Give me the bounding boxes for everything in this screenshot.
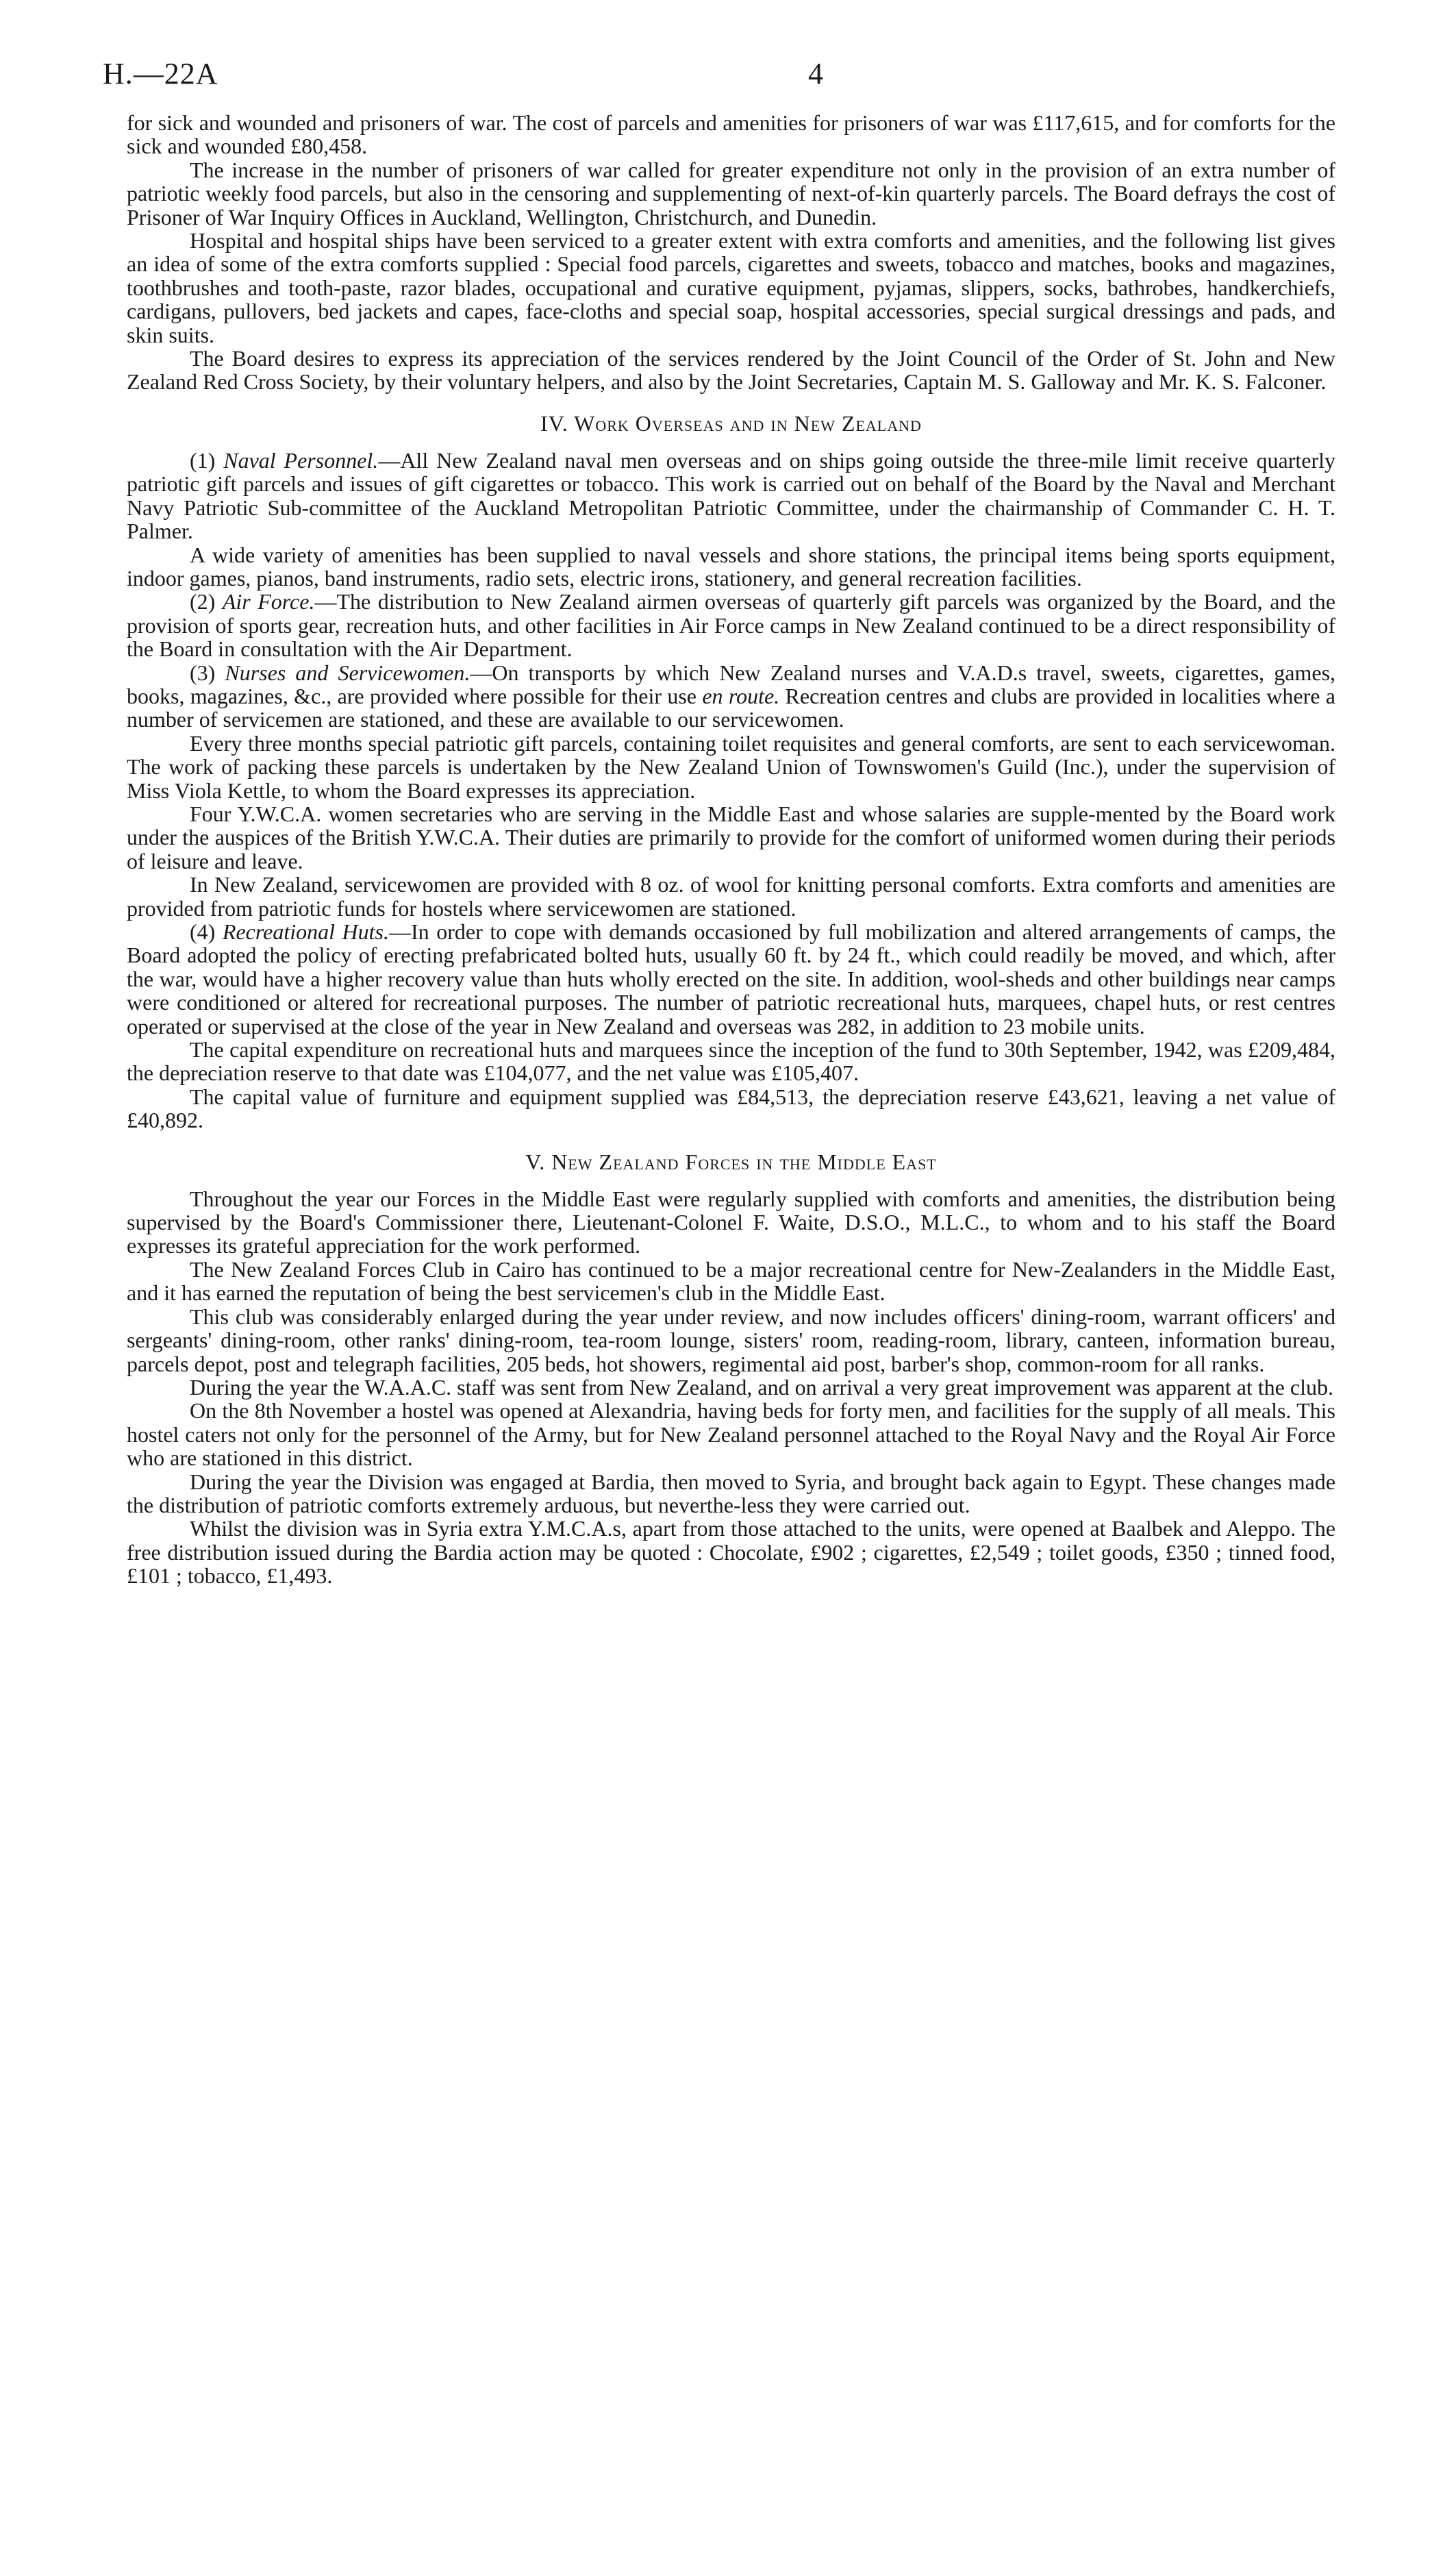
item-title-italic: Air Force.	[222, 589, 315, 614]
paragraph-hospital-ships: Hospital and hospital ships have been serviced to a greater extent with extra comforts and amenities, and the following list gives an idea of some of the extra comforts supplied : Special food parcels, cigarettes and sweets, tobacco and matches, books and magazines, toothbrushes and tooth-paste, razor blades, occupational and curative equipment, pyjamas, slippers, socks, bathrobes, handkerchiefs, cardigans, pullovers, bed jackets and capes, face-cloths and special soap, hospital accessories, special surgical dressings and pads, and skin suits.	[127, 228, 1335, 347]
paragraph-alexandria-hostel: On the 8th November a hostel was opened at Alexandria, having beds for forty men, and facilities for the supply of all meals. This hostel caters not only for the personnel of the Army, but for New Zealand personnel attached to the Royal Navy and the Royal Air Force who are stationed in this district.	[127, 1398, 1335, 1471]
paragraph-waac-staff: During the year the W.A.A.C. staff was sent from New Zealand, and on arrival a very great improvement was apparent at the club.	[190, 1374, 1333, 1400]
paragraph-prisoners-cost: for sick and wounded and prisoners of war. The cost of parcels and amenities for prisoners of war was £117,615, and for comforts for the sick and wounded £80,458.	[127, 110, 1335, 159]
paragraph-capital-expenditure: The capital expenditure on recreational huts and marquees since the inception of the fund to 30th September, 1942, was £209,484, the depreciation reserve to that date was £104,077, and the net value was £105,407.	[127, 1037, 1335, 1086]
document-body	[127, 111, 1335, 1588]
item-text: —All New Zealand naval men overseas and on ships going outside the three-mile limit receive quarterly patriotic gift parcels and issues of gift cigarettes or tobacco. This work is carried out on behalf of the Board by the Naval and Merchant Navy Patriotic Sub-committee of the Auckland Metropolitan Patriotic Committee, under the chairmanship of Commander C. H. T. Palmer.	[127, 447, 1336, 544]
paragraph-prisoners-increase: The increase in the number of prisoners of war called for greater expenditure not only in the provision of an extra number of patriotic weekly food parcels, but also in the censoring and supplementing of next-of-kin quarterly parcels. The Board defrays the cost of Prisoner of War Inquiry Offices in Auckland, Wellington, Christchurch, and Dunedin.	[127, 157, 1335, 229]
item-title-italic: Nurses and Servicewomen.	[225, 660, 470, 685]
paragraph-gift-parcels: Every three months special patriotic gift parcels, containing toilet requisites and general comforts, are sent to each servicewoman. The work of packing these parcels is undertaken by the New Zealand Union of Townswomen's Guild (Inc.), under the supervision of Miss Viola Kettle, to whom the Board expresses its appreciation.	[127, 730, 1335, 803]
item-text: —In order to cope with demands occasioned by full mobilization and altered arrangements of camps, the Board adopted the policy of erecting prefabricated bolted huts, usually 60 ft. by 24 ft., which could readily be moved, and which, after the war, would have a higher recovery value than huts wholly erected on the site. In addition, wool-sheds and other buildings near camps were conditioned or altered for recreational purposes. The number of patriotic recreational huts, marquees, chapel huts, or rest centres operated or supervised at the close of the year in New Zealand and overseas was 282, in addition to 23 mobile units.	[127, 919, 1336, 1039]
paragraph-appreciation: The Board desires to express its appreciation of the services rendered by the Joint Council of the Order of St. John and New Zealand Red Cross Society, by their voluntary helpers, and also by the Joint Secretaries, Captain M. S. Galloway and Mr. K. S. Falconer.	[127, 346, 1335, 395]
paragraph-ywca: Four Y.W.C.A. women secretaries who are serving in the Middle East and whose salaries are supple-mented by the Board work under the auspices of the British Y.W.C.A. Their duties are primarily to provide for the comfort of uniformed women during their periods of leisure and leave.	[127, 801, 1335, 873]
paragraph-forces-club: The New Zealand Forces Club in Cairo has continued to be a major recreational centre for New-Zealanders in the Middle East, and it has earned the reputation of being the best servicemen's club in the Middle East.	[127, 1256, 1335, 1306]
paragraph-syria-distribution: Whilst the division was in Syria extra Y.M.C.A.s, apart from those attached to the units, were opened at Baalbek and Aleppo. The free distribution issued during the Bardia action may be quoted : Chocolate, £902 ; cigarettes, £2,549 ; toilet goods, £350 ; tinned food, £101 ; tobacco, £1,493.	[127, 1516, 1335, 1589]
paragraph-wool: In New Zealand, servicewomen are provided with 8 oz. of wool for knitting personal comforts. Extra comforts and amenities are provided from patriotic funds for hostels where servicewomen are stationed.	[127, 872, 1335, 921]
paragraph-air-force	[127, 590, 1335, 660]
document-reference: H.—22A	[103, 57, 218, 90]
page-number: 4	[808, 57, 823, 90]
italic-phrase: en route.	[702, 683, 780, 708]
item-label: (1)	[190, 447, 224, 473]
section-heading-v	[127, 1150, 1335, 1173]
item-label: (3)	[190, 660, 225, 685]
section-heading-v-text: V. New Zealand Forces in the Middle East	[525, 1149, 937, 1174]
item-title-italic: Naval Personnel.	[223, 447, 379, 473]
paragraph-division-movements: During the year the Division was engaged at Bardia, then moved to Syria, and brought back again to Egypt. These changes made the distribution of patriotic comforts extremely arduous, but neverthe-less they were carried out.	[127, 1469, 1335, 1517]
page-header	[103, 56, 1329, 97]
item-text: —On transports by which New Zealand nurses and V.A.D.s travel, sweets, cigarettes, games, books, magazines, &c., are provided where possible for their use	[127, 660, 1336, 708]
item-text-continued: Recreation centres and clubs are provided in localities where a number of servicemen are stationed, and these are available to our servicewomen.	[127, 683, 1336, 732]
item-label: (2)	[190, 589, 223, 614]
paragraph-nurses-servicewomen	[127, 661, 1335, 732]
paragraph-middle-east-supply: Throughout the year our Forces in the Middle East were regularly supplied with comforts and amenities, the distribution being supervised by the Board's Commissioner there, Lieutenant-Colonel F. Waite, D.S.O., M.L.C., to whom and to his staff the Board expresses its grateful appreciation for the work performed.	[127, 1186, 1335, 1258]
paragraph-capital-value: The capital value of furniture and equipment supplied was £84,513, the depreciation reserve £43,621, leaving a net value of £40,892.	[127, 1084, 1335, 1133]
item-text: —The distribution to New Zealand airmen overseas of quarterly gift parcels was organized by the Board, and the provision of sports gear, recreation huts, and other facilities in Air Force camps in New Zealand continued to be a direct responsibility of the Board in consultation with the Air Department.	[127, 589, 1336, 662]
paragraph-naval-amenities: A wide variety of amenities has been supplied to naval vessels and shore stations, the principal items being sports equipment, indoor games, pianos, band instruments, radio sets, electric irons, stationery, and general recreation facilities.	[127, 542, 1335, 591]
item-label: (4)	[190, 919, 223, 944]
section-heading-iv-text: IV. Work Overseas and in New Zealand	[540, 410, 922, 436]
paragraph-club-enlarged: This club was considerably enlarged during the year under review, and now includes officers' dining-room, warrant officers' and sergeants' dining-room, other ranks' dining-room, tea-room lounge, sisters' room, reading-room, library, canteen, information bureau, parcels depot, post and telegraph facilities, 205 beds, hot showers, regimental aid post, barber's shop, common-room for all ranks.	[127, 1304, 1335, 1376]
section-heading-iv	[127, 412, 1335, 435]
paragraph-naval-personnel	[127, 449, 1335, 543]
paragraph-recreational-huts	[127, 920, 1335, 1038]
item-title-italic: Recreational Huts.	[222, 919, 390, 944]
